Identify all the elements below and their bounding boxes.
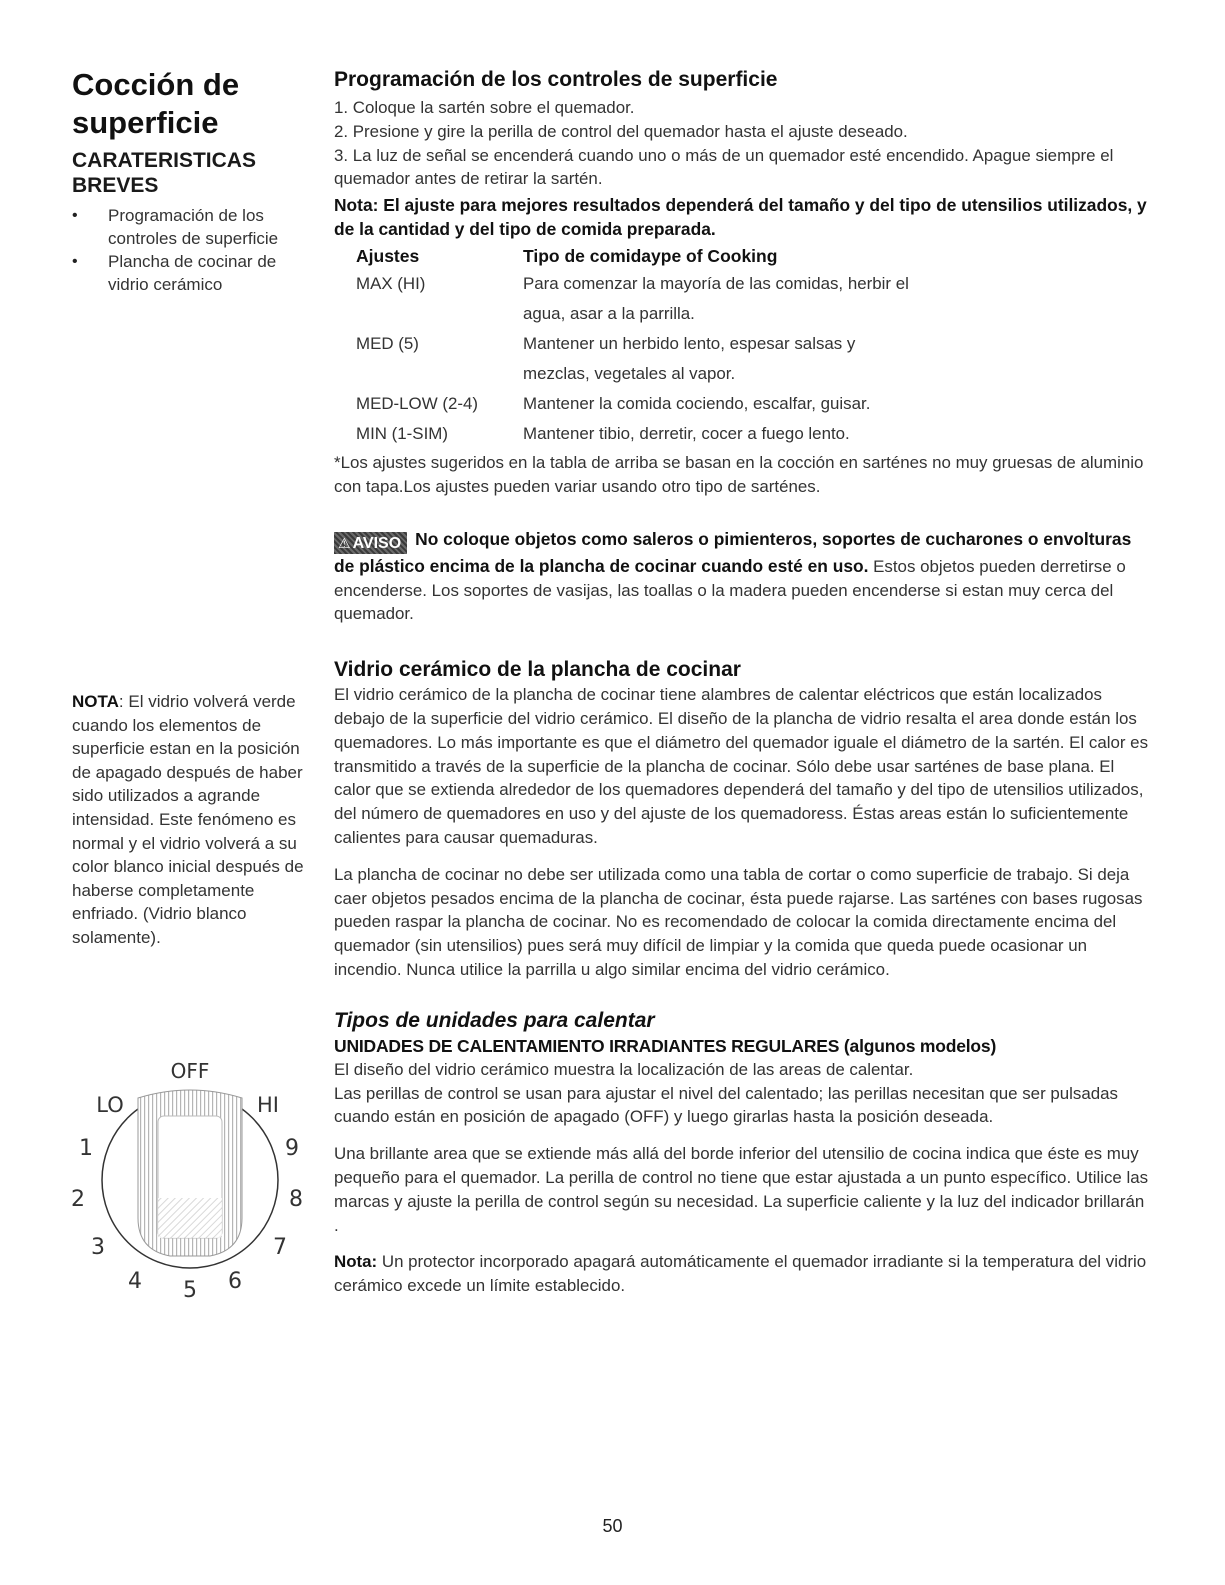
paragraph: Una brillante area que se extiende más allá del borde inferior del utensilio de cocina indica que éste es muy pequeño para el quemador. La perilla de control no tiene que estar ajustada a un punto específico. Utilice las marcas y ajuste la perilla de control según su necesidad. La superficie caliente y la luz del indicador brillarán .	[334, 1144, 1149, 1235]
table-row	[356, 419, 909, 449]
page-number: 50	[602, 1516, 623, 1536]
list-item: • Plancha de cocinar de vidrio cerámico	[72, 250, 308, 296]
features-list	[72, 204, 308, 296]
section-heating-units	[334, 1007, 1152, 1298]
table-header: Tipo de comidaype of Cooking	[523, 246, 778, 267]
settings-note: Nota: El ajuste para mejores resultados dependerá del tamaño y del tipo de utensilios utilizados, y de la cantidad y del tipo de comida preparada.	[334, 195, 1147, 240]
knob-number: 1	[79, 1136, 93, 1161]
paragraph: El diseño del vidrio cerámico muestra la localización de las areas de calentar.	[334, 1059, 914, 1079]
knob-number: 2	[71, 1187, 85, 1212]
knob-number: 5	[183, 1278, 197, 1303]
knob-hi-label: HI	[257, 1093, 279, 1117]
table-row	[356, 329, 909, 359]
main-column	[334, 66, 1152, 1298]
left-column	[72, 66, 308, 296]
table-cell: MED-LOW (2-4)	[356, 394, 478, 414]
side-note-label: NOTA	[72, 692, 119, 711]
section-heading: Programación de los controles de superficie	[334, 68, 778, 91]
note-label: Nota:	[334, 1252, 378, 1272]
table-cell: MIN (1-SIM)	[356, 424, 448, 444]
section-heading: Tipos de unidades para calentar	[334, 1008, 655, 1032]
table-cell	[356, 359, 523, 389]
table-cell	[356, 299, 523, 329]
knob-number: 3	[91, 1235, 105, 1260]
table-cell: Para comenzar la mayoría de las comidas, herbir el	[523, 274, 909, 294]
knob-svg	[60, 1058, 320, 1308]
table-cell: agua, asar a la parrilla.	[523, 304, 695, 324]
step-item: 2. Presione y gire la perilla de control del quemador hasta el ajuste deseado.	[334, 121, 908, 141]
warning-text: Estos objetos pueden derretirse o encenderse. Los soportes de vasijas, las toallas o la madera pueden encenderse si estan muy cerca del quemador.	[334, 556, 1126, 624]
table-row	[356, 299, 909, 329]
control-knob-diagram	[60, 1058, 320, 1308]
warning-block	[334, 527, 1152, 626]
step-item: 1. Coloque la sartén sobre el quemador.	[334, 98, 635, 117]
table-row	[356, 389, 909, 419]
note-text: Un protector incorporado apagará automáticamente el quemador irradiante si la temperatura del vidrio cerámico excede un límite establecido.	[334, 1252, 1147, 1296]
list-item: • Programación de los controles de superficie	[72, 204, 308, 250]
table-row	[356, 359, 909, 389]
settings-footnote: *Los ajustes sugeridos en la tabla de arriba se basan en la cocción en sarténes no muy gruesas de aluminio con tapa.Los ajustes pueden variar usando otro tipo de sarténes.	[334, 453, 1144, 496]
table-cell: Mantener la comida cociendo, escalfar, guisar.	[523, 394, 871, 414]
side-note-text: : El vidrio volverá verde cuando los elementos de superficie estan en la posición de apagado después de haber sido utilizados a agrande intensidad. Este fenómeno es normal y el vidrio volverá a su color blanco inicial después de haberse completamente enfriado. (Vidrio blanco solamente).	[72, 692, 304, 947]
paragraph: Las perillas de control se usan para ajustar el nivel del calentado; las perillas necesitan que ser pulsadas cuando están en posición de apagado (OFF) y luego girarlas hasta la posición deseada.	[334, 1083, 1119, 1127]
knob-number: 9	[285, 1136, 299, 1161]
table-cell: MED (5)	[356, 334, 419, 354]
page-title: Cocción de superficie	[72, 67, 240, 140]
features-heading: CARATERISTICAS BREVES	[72, 149, 256, 197]
settings-table	[356, 243, 909, 449]
warning-bold-text: No coloque objetos como saleros o pimienteros, soportes de cucharones o envolturas de plástico encima de la plancha de cocinar cuando esté en uso.	[334, 528, 1132, 576]
warning-triangle-icon: ⚠	[338, 534, 351, 551]
warning-badge	[334, 532, 407, 554]
knob-number: 7	[273, 1235, 287, 1260]
side-note	[72, 690, 310, 950]
subheading: UNIDADES DE CALENTAMIENTO IRRADIANTES REGULARES (algunos modelos)	[334, 1035, 997, 1056]
table-cell: Mantener tibio, derretir, cocer a fuego lento.	[523, 424, 850, 444]
step-item: 3. La luz de señal se encenderá cuando uno o más de un quemador esté encendido. Apague siempre el quemador antes de retirar la sartén.	[334, 145, 1114, 189]
knob-number: 4	[128, 1269, 142, 1294]
section-heading: Vidrio cerámico de la plancha de cocinar	[334, 658, 741, 682]
section-ceramic-glass	[334, 656, 1152, 982]
section-surface-controls	[334, 66, 1152, 626]
paragraph	[334, 1250, 1152, 1298]
table-cell: MAX (HI)	[356, 274, 426, 294]
knob-off-label: OFF	[170, 1059, 210, 1083]
table-header-row	[356, 243, 909, 269]
knob-number: 8	[289, 1187, 303, 1212]
paragraph: La plancha de cocinar no debe ser utilizada como una tabla de cortar o como superficie de trabajo. Si deja caer objetos pesados encima de la plancha de cocinar, ésta puede rajarse. Las sarténes con bases rugosas pueden raspar la plancha de cocinar. No es recomendado de colocar la comida directamente encima del quemador (sin utensilios) pues será muy difícil de limpiar y la comida que queda puede ocasionar un incendio. Nunca utilice la parrilla u algo similar encima del vidrio cerámico.	[334, 864, 1143, 979]
table-cell: Mantener un herbido lento, espesar salsas y	[523, 334, 856, 354]
table-cell: mezclas, vegetales al vapor.	[523, 364, 736, 384]
warning-badge-label: AVISO	[352, 534, 402, 552]
knob-number: 6	[228, 1269, 242, 1294]
paragraph: El vidrio cerámico de la plancha de cocinar tiene alambres de calentar eléctricos que están localizados debajo de la superficie del vidrio cerámico. El diseño de la plancha de vidrio resalta el area donde están los quemadores. Lo más importante es que el diámetro del quemador iguale el diámetro de la sartén. El calor es transmitido a través de la superficie de la plancha de cocinar. Sólo debe usar sarténes de base plana. El calor que se extienda alrededor de los quemadores dependerá del tamaño y del tipo de utensilios utilizados, del número de quemadores en uso y del ajuste de los quemadoress. Éstas areas están lo suficientemente calientes para causar quemaduras.	[334, 685, 1149, 847]
table-header: Ajustes	[356, 246, 420, 267]
steps-list	[334, 96, 1152, 191]
knob-lo-label: LO	[96, 1093, 124, 1117]
table-row	[356, 269, 909, 299]
